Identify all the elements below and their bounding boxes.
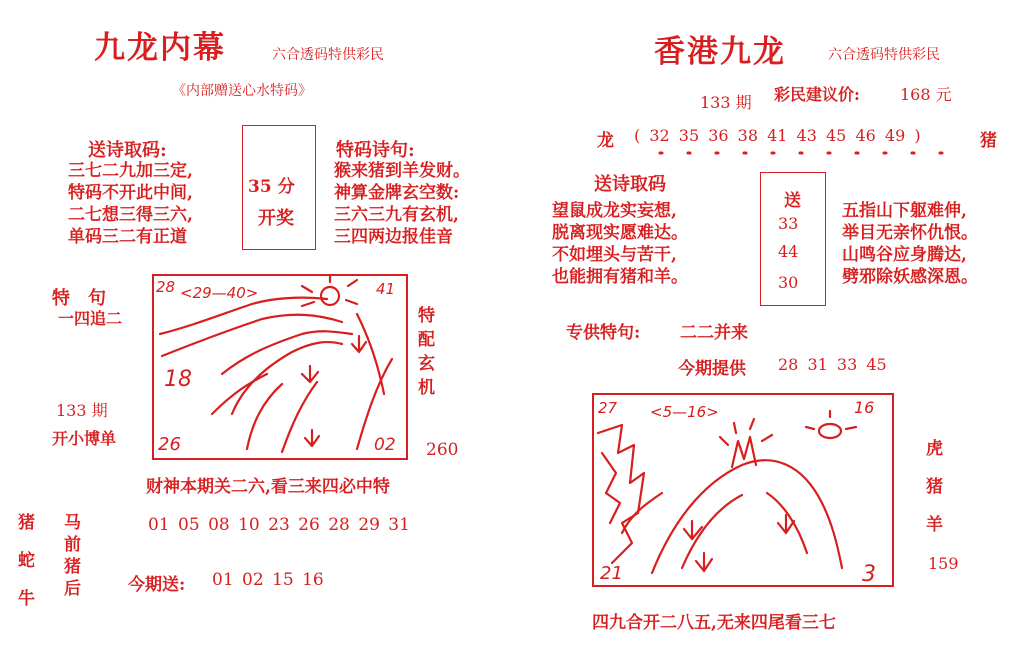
- left-today-send-label: 今期送:: [128, 575, 186, 595]
- bird-icon: [305, 430, 319, 446]
- sketch-stroke: [222, 331, 352, 374]
- sketch-left-mid: 18: [164, 367, 192, 392]
- sketch-corner-bl: 26: [158, 434, 181, 455]
- left-send-poem: [68, 160, 193, 248]
- sketch-range-note: <5—16>: [650, 403, 719, 421]
- right-subtitle: 六合透码特供彩民: [828, 47, 940, 63]
- sun-icon: [321, 287, 339, 305]
- left-draw-time: 35 分: [248, 177, 295, 197]
- left-title: 九龙内幕: [94, 30, 226, 66]
- left-special-poem-title: 特码诗句:: [336, 140, 415, 161]
- right-sketch: [592, 393, 894, 587]
- bird-icon: [302, 366, 318, 382]
- right-send-poem-title: 送诗取码: [594, 174, 666, 195]
- right-special-label: 专供特句:: [566, 323, 641, 343]
- sketch-stroke: [598, 425, 644, 563]
- left-side-vertical: 特 配 玄 机: [418, 306, 435, 398]
- sketch-range-note: <29—40>: [180, 284, 259, 302]
- right-side-vertical: 虎 猪 羊: [926, 439, 943, 535]
- left-special-phrase-label: 特 句: [52, 288, 106, 309]
- left-side-number: 260: [426, 440, 459, 460]
- poem-line: 特码不开此中间,: [68, 183, 193, 203]
- left-numbers: 01 05 08 10 23 26 28 29 31: [148, 515, 410, 535]
- right-poem-right: [842, 200, 978, 288]
- right-title: 香港九龙: [654, 34, 786, 70]
- sketch-corner-br: 3: [862, 562, 876, 587]
- sketch-corner-br: 02: [374, 435, 396, 455]
- sketch-corner-tl: 28: [156, 278, 176, 296]
- right-today-label: 今期提供: [678, 359, 746, 379]
- right-send-box-title: 送: [784, 191, 801, 211]
- right-dragon-numbers: ( 32 35 36 38 41 43 45 46 49 ): [634, 126, 921, 145]
- left-fortune-line: 财神本期关二六,看三来四必中特: [146, 477, 390, 497]
- sketch-stroke: [232, 342, 342, 414]
- poem-line: 三四两边报佳音: [334, 227, 453, 247]
- sketch-stroke: [162, 315, 342, 356]
- poem-line: 脱离现实愿难达。: [552, 223, 688, 243]
- sketch-stroke: [602, 453, 620, 523]
- poem-line: 不如埋头与苦干,: [552, 245, 677, 265]
- poem-line: 三七二九加三定,: [68, 161, 193, 181]
- sun-rays: [302, 276, 357, 306]
- right-today-numbers: 28 31 33 45: [778, 355, 887, 374]
- sun-icon: [819, 424, 841, 438]
- right-price-label: 彩民建议价:: [774, 85, 860, 104]
- poem-line: 三六三九有玄机,: [334, 205, 459, 225]
- left-internal-note: 《内部赠送心水特码》: [172, 83, 312, 99]
- left-special-poem: [334, 160, 470, 248]
- left-issue-tip: 开小博单: [52, 429, 117, 448]
- poem-line: 山鸣谷应身腾达,: [842, 245, 967, 265]
- poem-line: 神算金牌玄空数:: [334, 183, 460, 203]
- sketch-corner-tr: 16: [854, 398, 875, 417]
- right-price: 168 元: [900, 85, 952, 104]
- sketch-corner-tr: 41: [376, 280, 396, 298]
- left-zodiac-column-2: 马 前 猪 后: [64, 513, 81, 599]
- left-send-poem-title: 送诗取码:: [88, 140, 167, 161]
- sun-rays: [806, 411, 856, 429]
- left-today-send: 01 02 15 16: [212, 570, 324, 590]
- bird-icon: [352, 336, 366, 352]
- sketch-stroke: [652, 460, 842, 573]
- poem-line: 单码三二有正道: [68, 227, 187, 247]
- left-zodiac-column: 猪 蛇 牛: [18, 513, 35, 609]
- poem-line: 望鼠成龙实妄想,: [552, 201, 677, 221]
- right-send-box-number: 30: [778, 273, 799, 292]
- sketch-corner-bl: 21: [600, 563, 623, 584]
- right-side-number: 159: [928, 554, 959, 573]
- poem-line: 二七想三得三六,: [68, 205, 193, 225]
- sketch-stroke: [247, 384, 282, 449]
- right-issue: 133 期: [700, 93, 752, 112]
- sun-rays: [720, 419, 772, 445]
- left-issue: 133 期: [56, 401, 108, 420]
- bird-icon: [696, 553, 712, 571]
- right-pig-label: 猪: [980, 131, 997, 151]
- left-special-phrase: 一四追二: [58, 309, 123, 328]
- right-dot-row: [660, 148, 950, 158]
- left-subtitle: 六合透码特供彩民: [272, 47, 384, 63]
- right-dragon-label: 龙: [597, 131, 614, 151]
- left-sketch: [152, 274, 408, 460]
- right-bottom-line: 四九合开二八五,无来四尾看三七: [592, 613, 836, 633]
- left-draw-label: 开奖: [258, 208, 294, 229]
- sketch-corner-tl: 27: [598, 399, 618, 417]
- right-send-box-number: 33: [778, 214, 799, 233]
- right-special-text: 二二并来: [680, 323, 748, 343]
- poem-line: 五指山下躯难伸,: [842, 201, 967, 221]
- poem-line: 举目无亲怀仇恨。: [842, 223, 978, 243]
- sketch-stroke: [212, 374, 267, 414]
- poem-line: 猴来猪到羊发财。: [334, 161, 470, 181]
- tree-icon: [622, 493, 662, 533]
- right-send-box-number: 44: [778, 242, 799, 261]
- poem-line: 劈邪除妖感深恩。: [842, 267, 978, 287]
- right-poem-left: [552, 200, 688, 288]
- poem-line: 也能拥有猪和羊。: [552, 267, 688, 287]
